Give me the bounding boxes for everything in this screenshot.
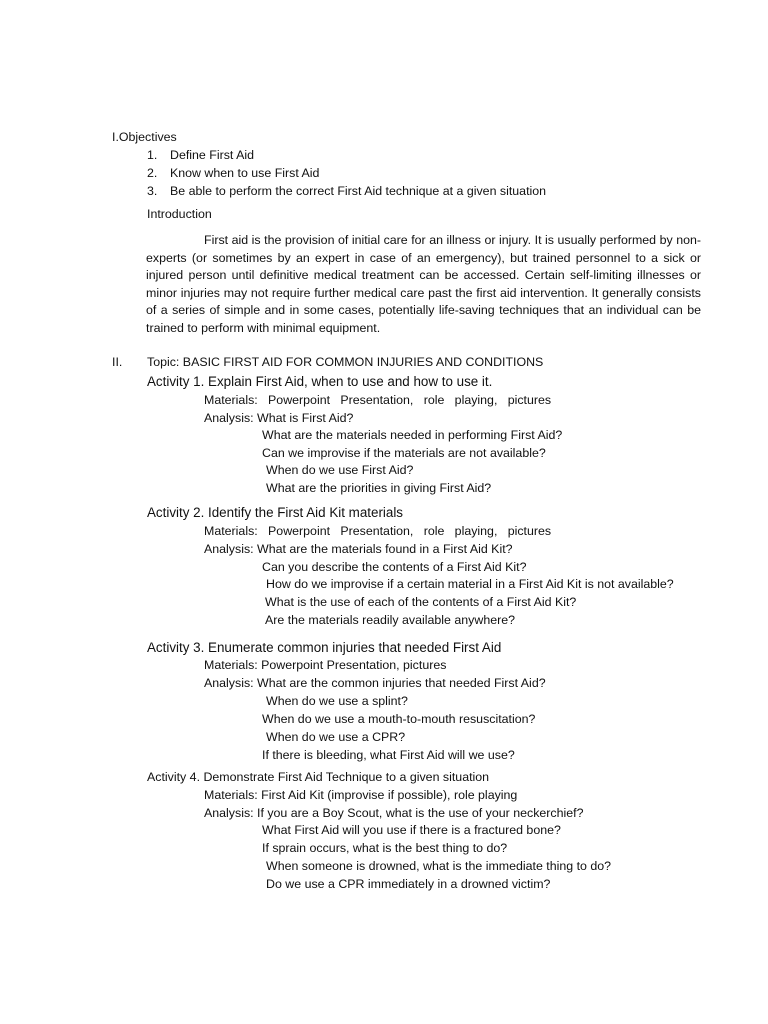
activity-2-question: Can you describe the contents of a First Aid Kit? <box>262 560 527 574</box>
activity-1-question: When do we use First Aid? <box>266 463 414 477</box>
objective-item: Define First Aid <box>170 148 255 162</box>
activity-4-question: If sprain occurs, what is the best thing to do? <box>262 841 508 855</box>
section-heading-objectives: I.Objectives <box>112 130 177 144</box>
activity-1-question: What are the priorities in giving First Aid? <box>266 481 492 495</box>
activity-1-question: What are the materials needed in performing First Aid? <box>262 428 563 442</box>
introduction-paragraph: First aid is the provision of initial care for an illness or injury. It is usually performed by non-experts (or sometimes by an expert in case of an emergency), but trained personnel to a sick or injured person until definitive medical treatment can be accessed. Certain self-limiting illnesses or minor injuries may not require further medical care past the first aid intervention. It generally consists of a series of simple and in some cases, potentially life-saving techniques that an individual can be trained to perform with minimal equipment. <box>146 233 701 335</box>
activity-2-question: How do we improvise if a certain material in a First Aid Kit is not available? <box>266 577 674 591</box>
activity-3-analysis: Analysis: What are the common injuries that needed First Aid? <box>204 676 546 690</box>
activity-1-materials: Materials: Powerpoint Presentation, role playing, pictures <box>204 393 552 407</box>
activity-4-question: What First Aid will you use if there is a fractured bone? <box>262 823 561 837</box>
objective-item: Know when to use First Aid <box>170 166 320 180</box>
activity-3-question: When do we use a mouth-to-mouth resuscitation? <box>262 712 536 726</box>
activity-4-materials: Materials: First Aid Kit (improvise if possible), role playing <box>204 788 518 802</box>
activity-3-question: When do we use a CPR? <box>266 730 406 744</box>
activity-3-question: When do we use a splint? <box>266 694 408 708</box>
activity-2-question: Are the materials readily available anywhere? <box>265 613 516 627</box>
objective-number: 2. <box>147 166 158 180</box>
activity-4-analysis: Analysis: If you are a Boy Scout, what is the use of your neckerchief? <box>204 806 584 820</box>
activity-1-analysis: Analysis: What is First Aid? <box>204 411 354 425</box>
introduction-heading: Introduction <box>147 207 212 221</box>
activity-3-materials: Materials: Powerpoint Presentation, pictures <box>204 658 447 672</box>
activity-2-materials: Materials: Powerpoint Presentation, role playing, pictures <box>204 524 552 538</box>
activity-4-question: When someone is drowned, what is the immediate thing to do? <box>266 859 612 873</box>
activity-1-title: Activity 1. Explain First Aid, when to use and how to use it. <box>147 374 493 389</box>
topic-heading: Topic: BASIC FIRST AID FOR COMMON INJURIES AND CONDITIONS <box>147 355 544 369</box>
activity-1-question: Can we improvise if the materials are not available? <box>262 446 546 460</box>
activity-2-title: Activity 2. Identify the First Aid Kit materials <box>147 505 403 520</box>
activity-2-analysis: Analysis: What are the materials found in a First Aid Kit? <box>204 542 513 556</box>
activity-4-title: Activity 4. Demonstrate First Aid Technique to a given situation <box>147 770 490 784</box>
activity-4-question: Do we use a CPR immediately in a drowned victim? <box>266 877 551 891</box>
activity-2-question: What is the use of each of the contents of a First Aid Kit? <box>265 595 577 609</box>
objective-number: 3. <box>147 184 158 198</box>
activity-3-question: If there is bleeding, what First Aid will we use? <box>262 748 515 762</box>
objective-number: 1. <box>147 148 158 162</box>
section-number: II. <box>112 355 123 369</box>
objective-item: Be able to perform the correct First Aid technique at a given situation <box>170 184 547 198</box>
activity-3-title: Activity 3. Enumerate common injuries that needed First Aid <box>147 640 502 655</box>
